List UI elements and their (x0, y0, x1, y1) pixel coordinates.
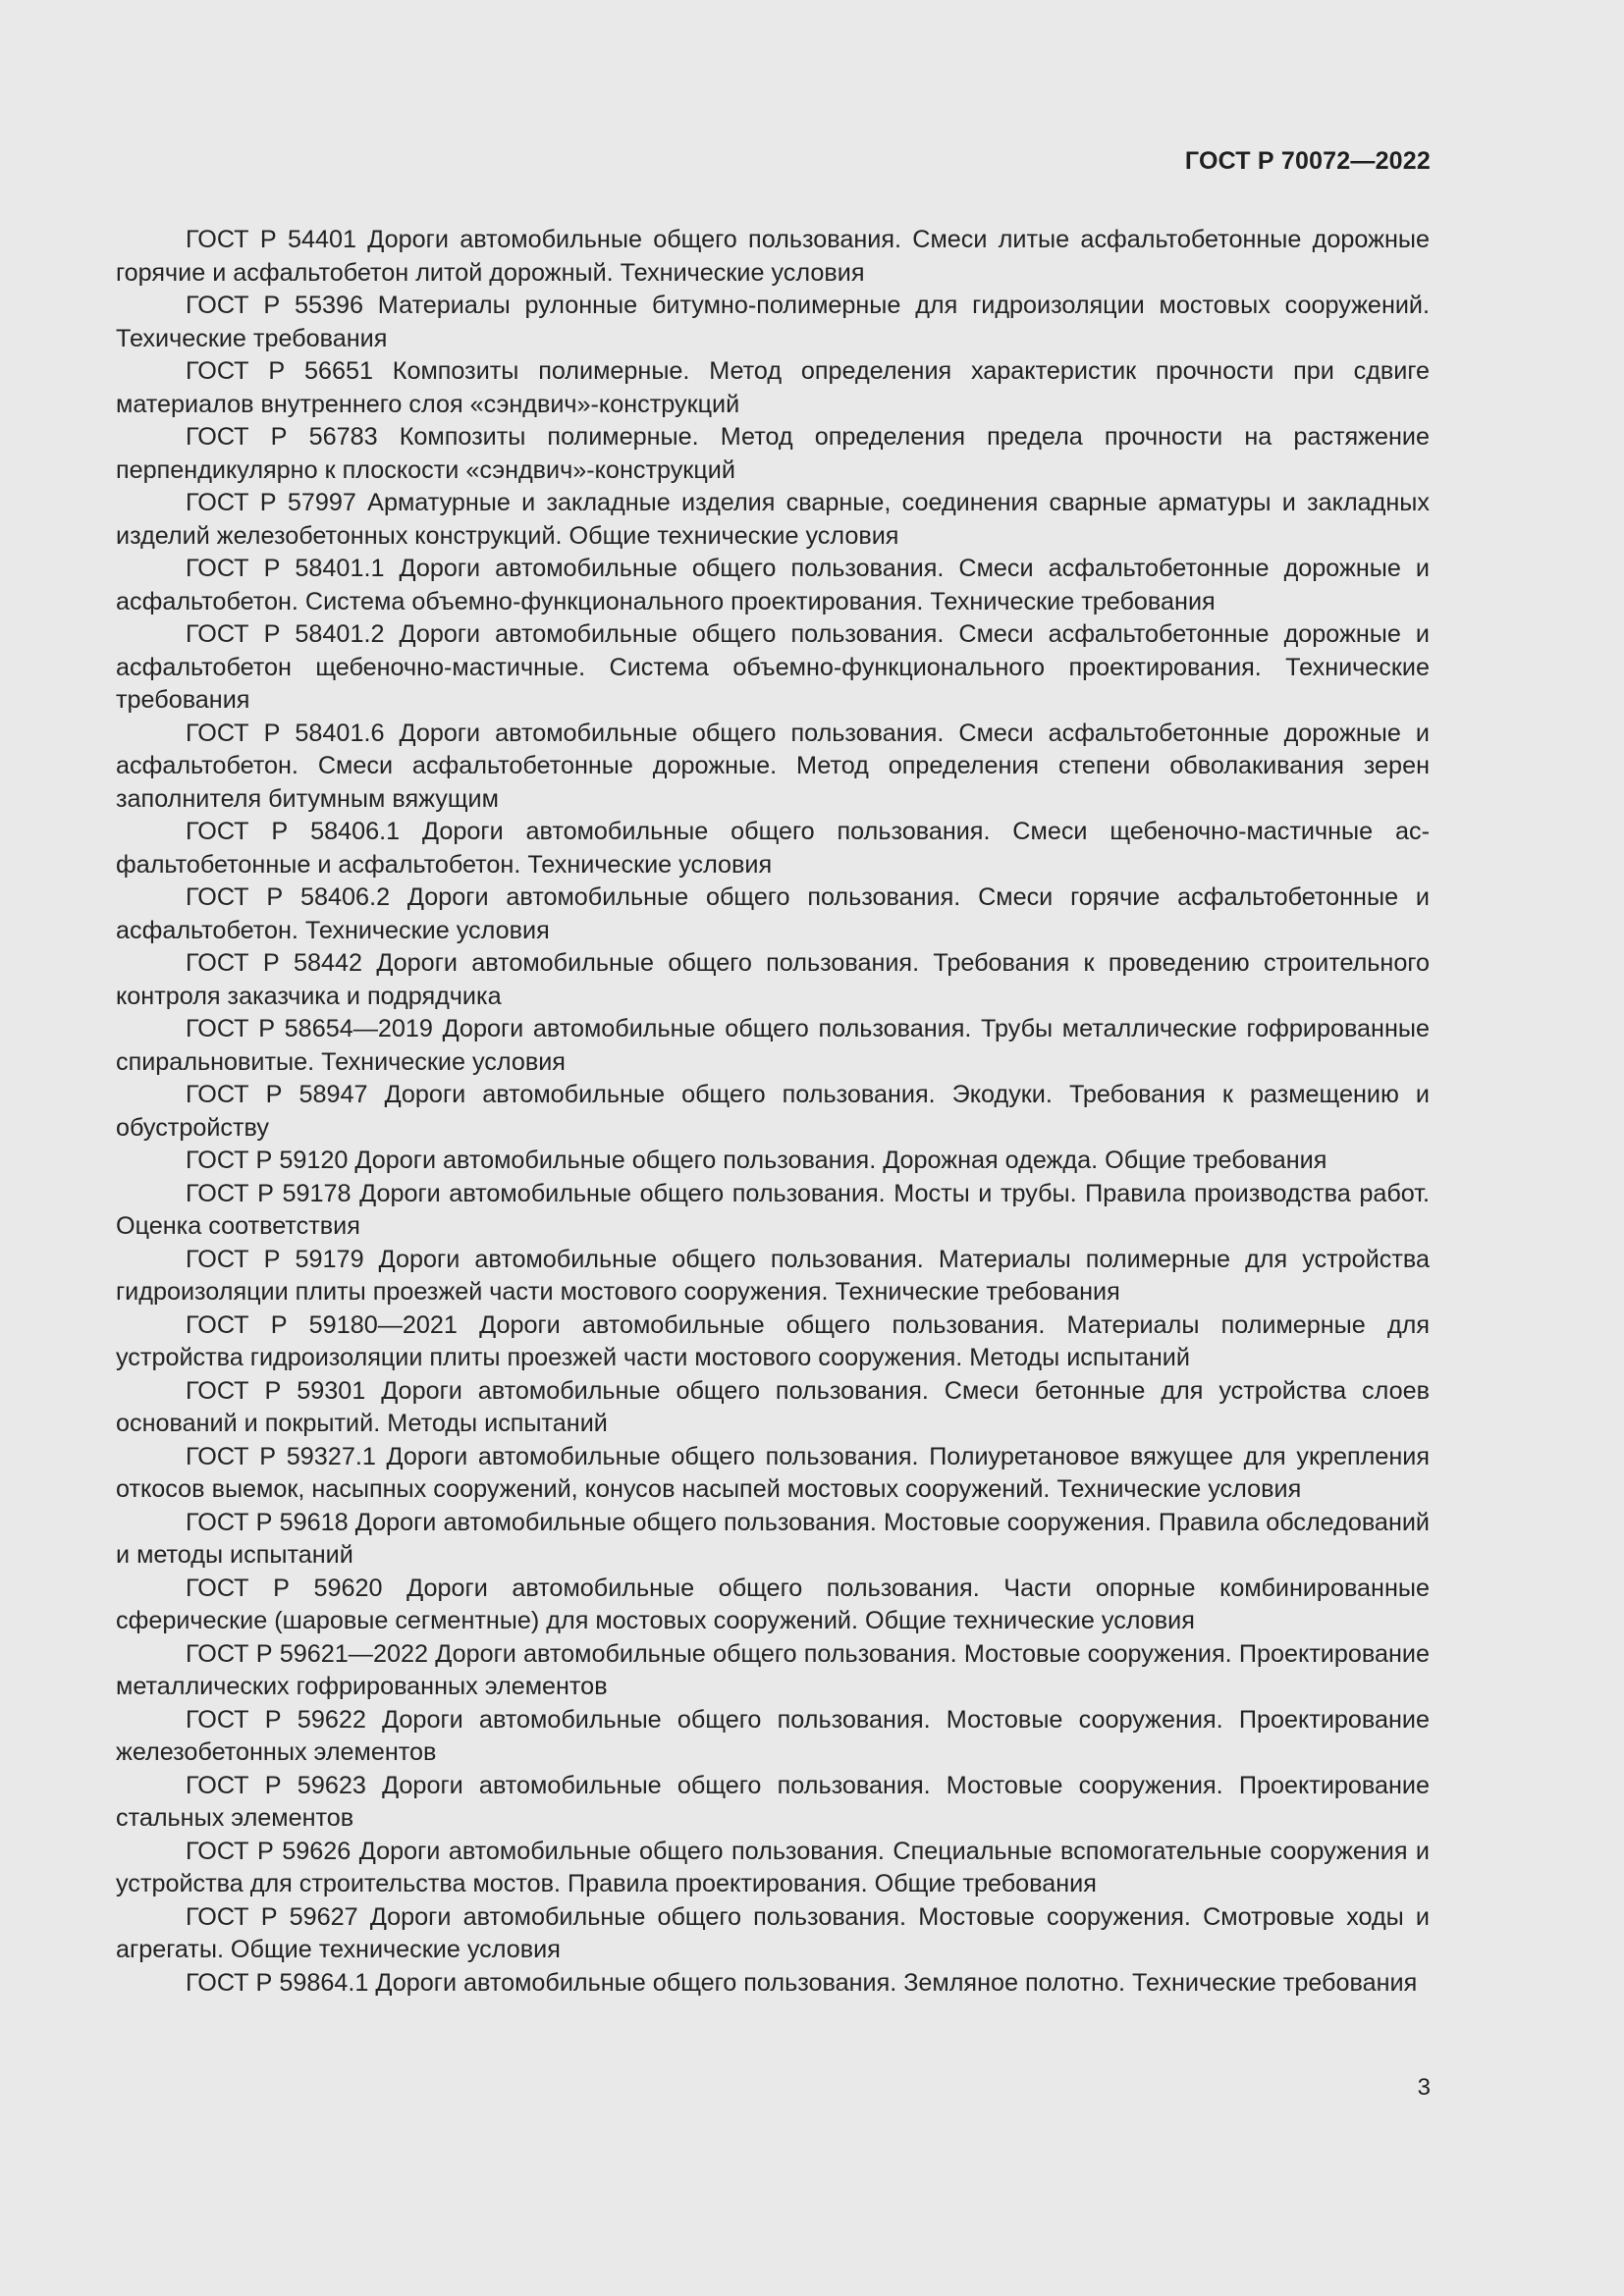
reference-item: ГОСТ Р 56651 Композиты полимерные. Метод определения характеристик прочности при сдвиге материалов внутреннего слоя «сэндвич»-конструкций (116, 357, 1430, 418)
reference-item: ГОСТ Р 58442 Дороги автомобильные общего пользования. Требования к проведению строительного контроля заказчика и подрядчика (116, 949, 1430, 1010)
reference-item: ГОСТ Р 54401 Дороги автомобильные общего пользования. Смеси литые асфальтобетонные дорожные горячие и асфальтобетон литой дорожный. Технические условия (116, 226, 1430, 287)
page-number: 3 (1417, 2074, 1431, 2101)
normative-references-list (116, 224, 1430, 2000)
reference-item: ГОСТ Р 55396 Материалы рулонные битумно-полимерные для гидроизоляции мостовых сооружений. Техические требования (116, 292, 1430, 352)
reference-item: ГОСТ Р 59621—2022 Дороги автомобильные общего пользования. Мостовые сооружения. Проектирование металлических гофрированных элементов (116, 1639, 1430, 1700)
reference-item: ГОСТ Р 59626 Дороги автомобильные общего пользования. Специальные вспомогательные сооружения и устройства для строительства мостов. Правила проектирования. Общие требования (116, 1837, 1430, 1897)
reference-item: ГОСТ Р 59620 Дороги автомобильные общего пользования. Части опорные комбинированные сферические (шаровые сегментные) для мостовых сооружений. Общие технические условия (116, 1574, 1430, 1634)
reference-item: ГОСТ Р 59622 Дороги автомобильные общего пользования. Мостовые сооружения. Проектирование железобетонных элементов (116, 1705, 1430, 1766)
reference-item: ГОСТ Р 57997 Арматурные и закладные изделия сварные, соединения сварные арматуры и закладных изделий железобетонных конструкций. Общие технические условия (116, 489, 1430, 550)
reference-item: ГОСТ Р 58654—2019 Дороги автомобильные общего пользования. Трубы металлические гофрированные спиральновитые. Технические условия (116, 1015, 1430, 1076)
reference-item: ГОСТ Р 58401.1 Дороги автомобильные общего пользования. Смеси асфальтобетонные дорожные и асфальтобетон. Система объемно-функционального проектирования. Технические требования (116, 555, 1430, 615)
reference-item: ГОСТ Р 56783 Композиты полимерные. Метод определения предела прочности на растяжение перпендикулярно к плоскости «сэндвич»-конструкций (116, 423, 1430, 484)
reference-item: ГОСТ Р 58947 Дороги автомобильные общего пользования. Экодуки. Требования к размещению и обустройству (116, 1081, 1430, 1142)
reference-item: ГОСТ Р 59627 Дороги автомобильные общего пользования. Мостовые сооружения. Смотровые ходы и агрегаты. Общие технические условия (116, 1902, 1430, 1963)
reference-item: ГОСТ Р 59178 Дороги автомобильные общего пользования. Мосты и трубы. Правила производства работ. Оценка соответствия (116, 1179, 1430, 1240)
reference-item: ГОСТ Р 58401.2 Дороги автомобильные общего пользования. Смеси асфальтобетонные дорожные и асфальтобетон щебеночно-мастичные. Система объемно-функционального проектирования. Технические требования (116, 620, 1430, 714)
reference-item: ГОСТ Р 59623 Дороги автомобильные общего пользования. Мостовые сооружения. Проектирование стальных элементов (116, 1771, 1430, 1832)
reference-item: ГОСТ Р 59179 Дороги автомобильные общего пользования. Материалы полимерные для устройства гидроизоляции плиты проезжей части мостового сооружения. Технические требования (116, 1245, 1430, 1306)
reference-item: ГОСТ Р 58401.6 Дороги автомобильные общего пользования. Смеси асфальтобетонные дорожные и асфальтобетон. Смеси асфальтобетонные дорожные. Метод определения степени обволакивания зерен заполнителя битумным вяжущим (116, 719, 1430, 813)
reference-item: ГОСТ Р 59864.1 Дороги автомобильные общего пользования. Земляное полотно. Технические требования (186, 1968, 1418, 1997)
reference-item: ГОСТ Р 59120 Дороги автомобильные общего пользования. Дорожная одежда. Общие требования (186, 1147, 1327, 1174)
reference-item: ГОСТ Р 59180—2021 Дороги автомобильные общего пользования. Материалы полимерные для устройства гидроизоляции плиты проезжей части мостового сооружения. Методы испытаний (116, 1310, 1430, 1371)
document-code-header: ГОСТ Р 70072—2022 (1184, 147, 1431, 175)
reference-item: ГОСТ Р 59327.1 Дороги автомобильные общего пользования. Полиуретановое вяжущее для укрепления откосов выемок, насыпных сооружений, конусов насыпей мостовых сооружений. Технические условия (116, 1442, 1430, 1503)
reference-item: ГОСТ Р 58406.1 Дороги автомобильные общего пользования. Смеси щебеночно-мастичные асфальтобетонные и асфальтобетон. Технические условия (116, 818, 1430, 879)
reference-item: ГОСТ Р 59618 Дороги автомобильные общего пользования. Мостовые сооружения. Правила обследований и методы испытаний (116, 1508, 1430, 1569)
reference-item: ГОСТ Р 59301 Дороги автомобильные общего пользования. Смеси бетонные для устройства слоев оснований и покрытий. Методы испытаний (116, 1376, 1430, 1437)
reference-item: ГОСТ Р 58406.2 Дороги автомобильные общего пользования. Смеси горячие асфальтобетонные и асфальтобетон. Технические условия (116, 883, 1430, 944)
